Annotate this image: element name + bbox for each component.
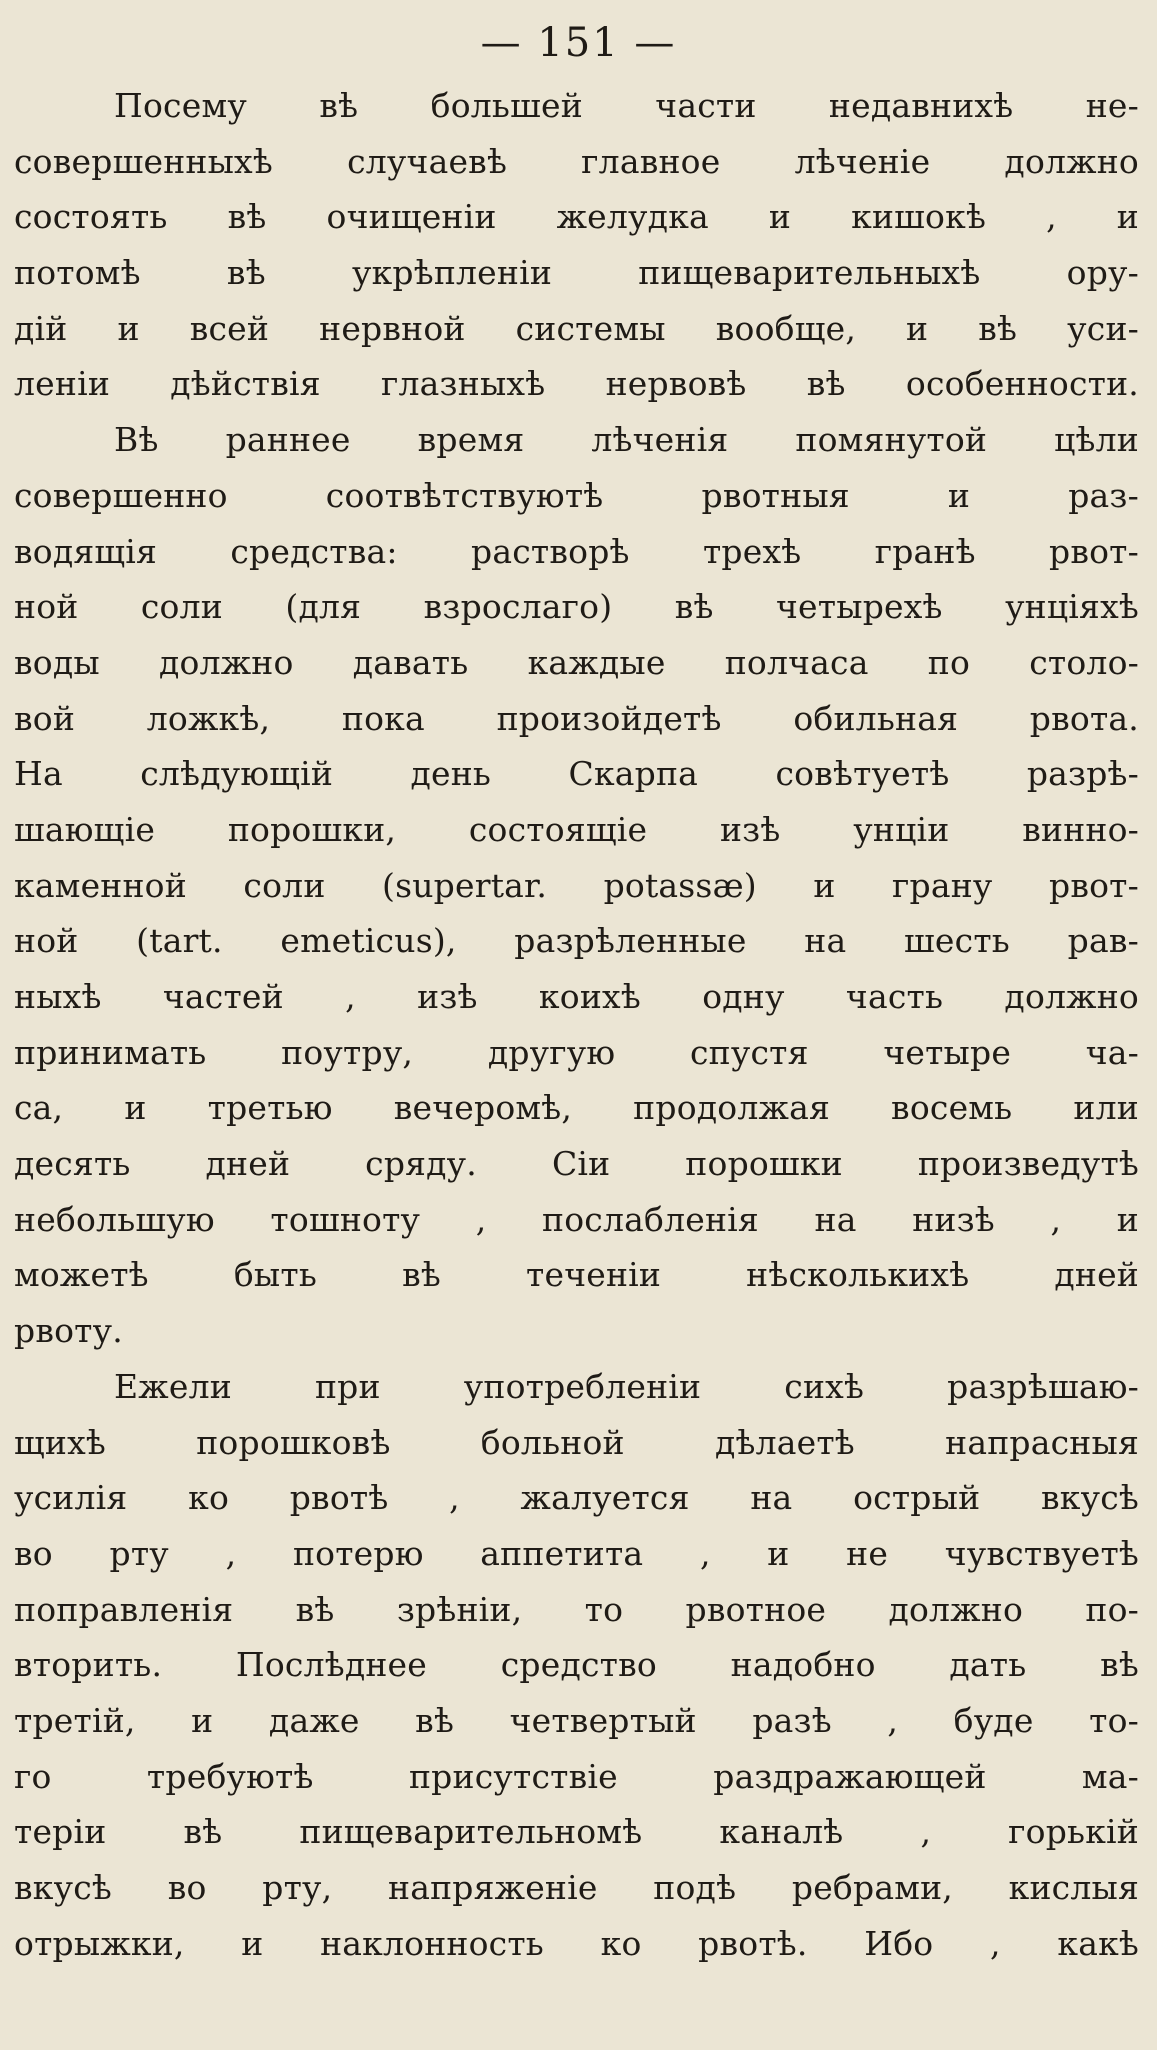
- text-line: отрыжки, и наклонность ко рвотѣ. Ибо , какѣ: [14, 1923, 1139, 1963]
- text-line: каменной соли (supertar. potassæ) и грану рвот-: [14, 865, 1139, 905]
- text-line: совершенныхѣ случаевѣ главное лѣченіе должно: [14, 141, 1139, 181]
- text-line: дій и всей нервной системы вообще, и вѣ уси-: [14, 308, 1139, 348]
- text-line: вкусѣ во рту, напряженіе подѣ ребрами, кислыя: [14, 1868, 1139, 1907]
- text-line: ной (tart. emeticus), разрѣленные на шесть рав-: [14, 921, 1139, 961]
- text-line: Посему вѣ большей части недавнихѣ не-: [114, 86, 1139, 125]
- page-body-text: [14, 78, 1139, 1971]
- text-line: леніи дѣйствія глазныхѣ нервовѣ вѣ особенности.: [14, 364, 1139, 404]
- text-line: ныхѣ частей , изѣ коихѣ одну часть должно: [14, 977, 1139, 1016]
- text-line: вой ложкѣ, пока произойдетѣ обильная рвота.: [14, 698, 1139, 738]
- text-line: вторить. Послѣднее средство надобно дать вѣ: [14, 1645, 1139, 1685]
- text-line: теріи вѣ пищеварительномѣ каналѣ , горькій: [14, 1812, 1139, 1852]
- text-line: совершенно соотвѣтствуютѣ рвотныя и раз-: [14, 475, 1139, 515]
- page-number: — 151 —: [480, 20, 677, 66]
- text-line: третій, и даже вѣ четвертый разѣ , буде то-: [14, 1700, 1139, 1740]
- text-line: воды должно давать каждые полчаса по столо-: [14, 642, 1139, 682]
- text-line: Ежели при употребленіи сихѣ разрѣшаю-: [114, 1366, 1139, 1406]
- text-line: можетѣ быть вѣ теченіи нѣсколькихѣ дней: [14, 1255, 1139, 1295]
- text-line: рвоту.: [14, 1311, 123, 1351]
- text-line: десять дней сряду. Сіи порошки произведутѣ: [14, 1144, 1139, 1184]
- text-line: во рту , потерю аппетита , и не чувствуетѣ: [14, 1533, 1139, 1573]
- text-line: принимать поутру, другую спустя четыре ча-: [14, 1032, 1139, 1072]
- text-line: небольшую тошноту , послабленія на низѣ , и: [14, 1199, 1139, 1239]
- text-line: поправленія вѣ зрѣніи, то рвотное должно по-: [14, 1589, 1139, 1629]
- text-line: усилія ко рвотѣ , жалуется на острый вкусѣ: [14, 1478, 1139, 1518]
- text-line: ной соли (для взрослаго) вѣ четырехѣ унціяхѣ: [14, 587, 1139, 627]
- text-line: состоять вѣ очищеніи желудка и кишокѣ , и: [14, 197, 1139, 237]
- text-line: потомѣ вѣ укрѣпленіи пищеварительныхѣ ору-: [14, 253, 1139, 293]
- text-line: водящія средства: растворѣ трехѣ гранѣ рвот-: [14, 531, 1139, 571]
- text-line: са, и третью вечеромѣ, продолжая восемь или: [14, 1088, 1139, 1128]
- text-line: шающіе порошки, состоящіе изѣ унціи винно-: [14, 809, 1139, 849]
- text-line: Вѣ раннее время лѣченія помянутой цѣли: [114, 420, 1139, 460]
- text-line: щихѣ порошковѣ больной дѣлаетѣ напрасныя: [14, 1422, 1139, 1462]
- text-line: го требуютѣ присутствіе раздражающей ма-: [14, 1756, 1139, 1796]
- text-line: На слѣдующій день Скарпа совѣтуетѣ разрѣ-: [14, 754, 1139, 794]
